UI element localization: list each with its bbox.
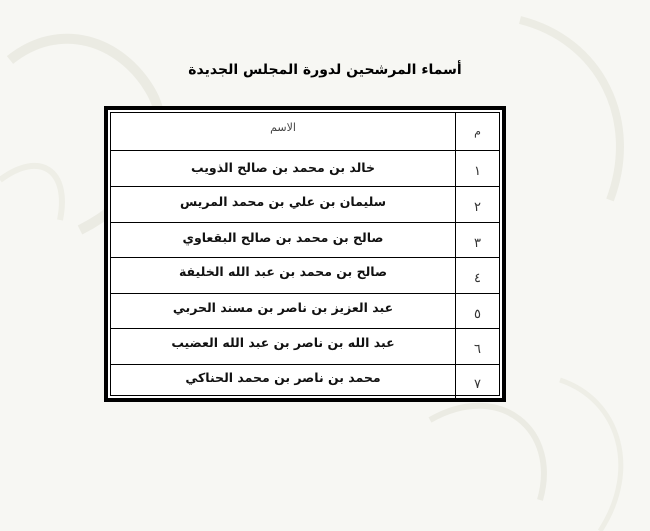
- table-row: [111, 294, 499, 329]
- candidate-name: عبد الله بن ناصر بن عبد الله العضيب: [171, 335, 395, 350]
- row-number: ٣: [455, 223, 499, 257]
- row-number: ٢: [455, 187, 499, 222]
- candidate-name: محمد بن ناصر بن محمد الحناكي: [185, 370, 381, 385]
- candidate-name: خالد بن محمد بن صالح الذويب: [191, 160, 375, 175]
- row-number: ٦: [455, 329, 499, 364]
- table-row: [111, 329, 499, 365]
- table-header-row: [111, 113, 499, 151]
- row-number: ٧: [455, 365, 499, 399]
- table-row: [111, 223, 499, 258]
- candidate-name: صالح بن محمد بن عبد الله الخليفة: [178, 264, 388, 279]
- table-grid: [110, 112, 500, 396]
- table-row: [111, 258, 499, 294]
- header-name: الاسم: [270, 121, 296, 134]
- table-row: [111, 365, 499, 399]
- candidate-name: سليمان بن علي بن محمد المريس: [179, 194, 387, 209]
- table-row: [111, 187, 499, 223]
- table-row: [111, 151, 499, 187]
- candidates-table: [104, 106, 506, 402]
- row-number: ١: [455, 151, 499, 186]
- row-number: ٤: [455, 258, 499, 293]
- header-number: م: [455, 113, 499, 150]
- candidate-name: عبد العزيز بن ناصر بن مسند الحربي: [172, 300, 394, 315]
- candidate-name: صالح بن محمد بن صالح البقعاوي: [182, 230, 384, 245]
- row-number: ٥: [455, 294, 499, 328]
- page-title: أسماء المرشحين لدورة المجلس الجديدة: [188, 62, 462, 78]
